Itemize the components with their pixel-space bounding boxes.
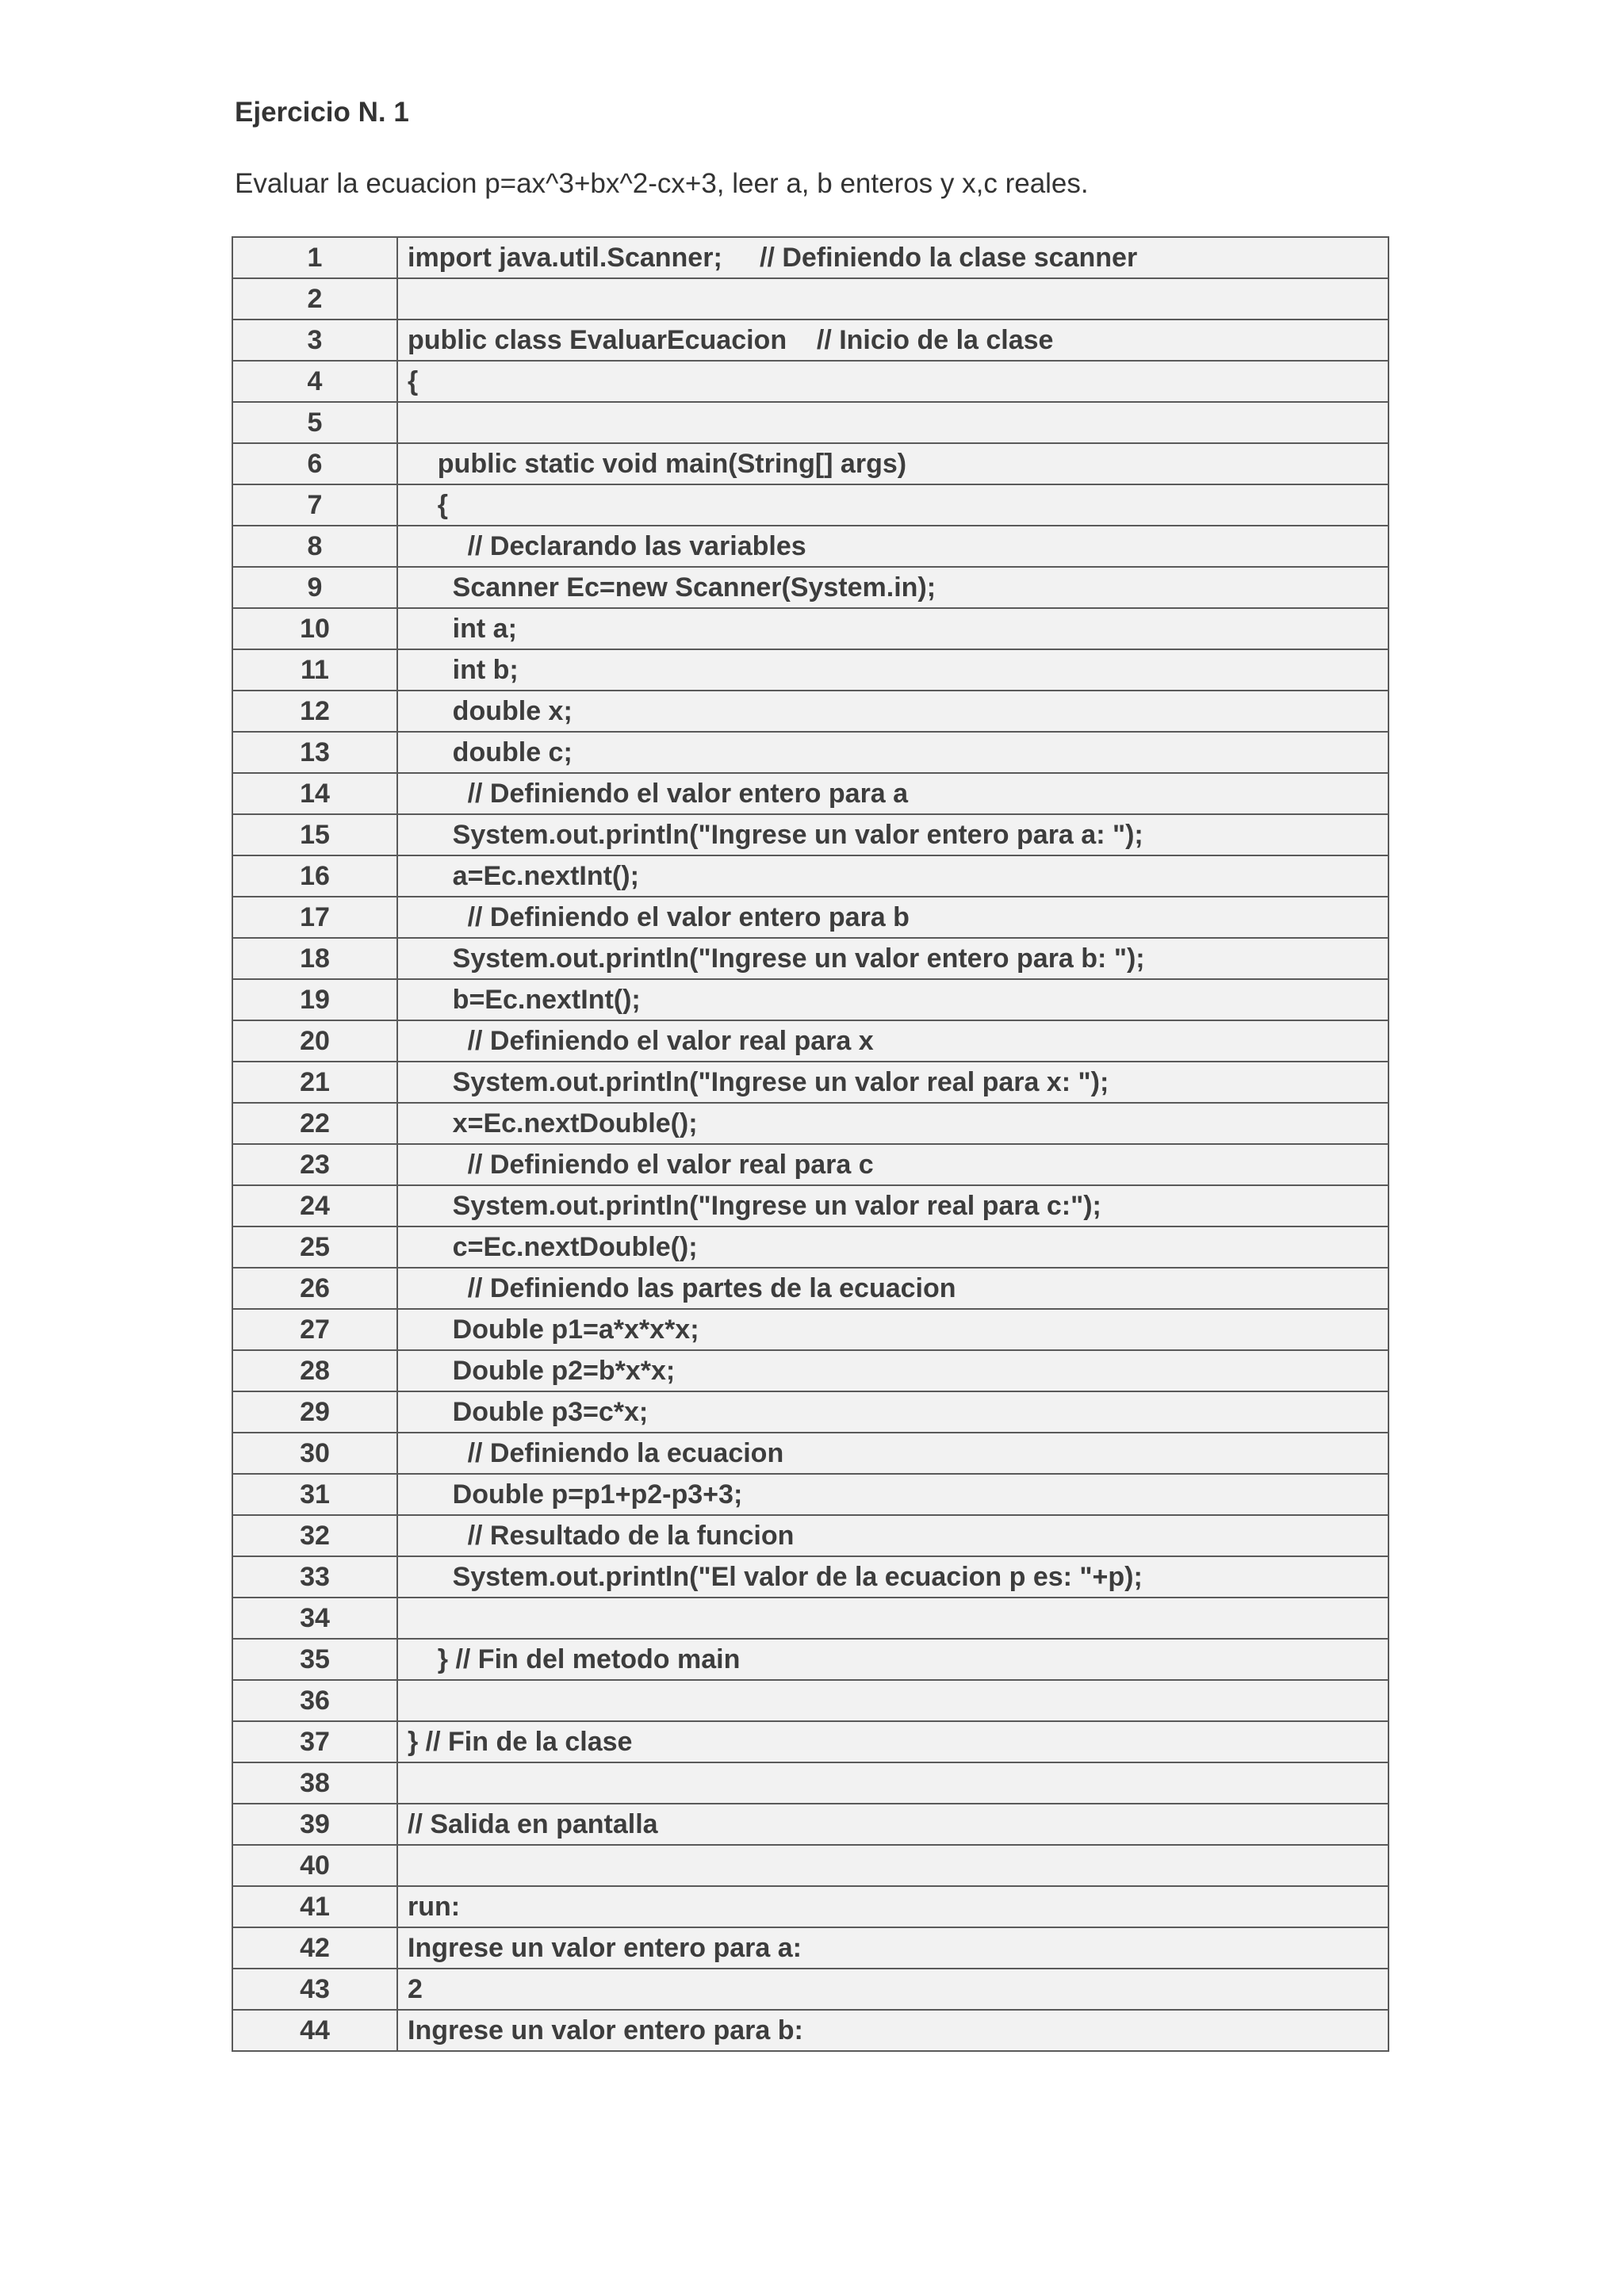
code-text: { — [397, 361, 1388, 402]
code-text: double c; — [397, 732, 1388, 773]
code-text: double x; — [397, 691, 1388, 732]
line-number: 14 — [232, 773, 397, 814]
code-line-row — [232, 1268, 1388, 1309]
code-line-row — [232, 1185, 1388, 1226]
code-line-row — [232, 649, 1388, 691]
code-listing-table — [232, 236, 1389, 2052]
code-line-row — [232, 1474, 1388, 1515]
line-number: 6 — [232, 443, 397, 484]
code-line-row — [232, 691, 1388, 732]
code-text: Double p=p1+p2-p3+3; — [397, 1474, 1388, 1515]
code-line-row — [232, 1391, 1388, 1433]
code-line-row — [232, 938, 1388, 979]
code-text: Ingrese un valor entero para b: — [397, 2010, 1388, 2051]
line-number: 19 — [232, 979, 397, 1020]
exercise-title: Ejercicio N. 1 — [235, 97, 409, 128]
code-line-row — [232, 567, 1388, 608]
code-text: System.out.println("Ingrese un valor entero para b: "); — [397, 938, 1388, 979]
code-text — [397, 1680, 1388, 1721]
code-line-row — [232, 361, 1388, 402]
line-number: 11 — [232, 649, 397, 691]
code-text: public class EvaluarEcuacion // Inicio de la clase — [397, 320, 1388, 361]
line-number: 16 — [232, 855, 397, 897]
code-text: Double p1=a*x*x*x; — [397, 1309, 1388, 1350]
code-line-row — [232, 732, 1388, 773]
code-text: Double p3=c*x; — [397, 1391, 1388, 1433]
code-text: import java.util.Scanner; // Definiendo la clase scanner — [397, 237, 1388, 278]
code-line-row — [232, 1886, 1388, 1927]
code-text — [397, 1598, 1388, 1639]
code-text: run: — [397, 1886, 1388, 1927]
code-text — [397, 402, 1388, 443]
line-number: 41 — [232, 1886, 397, 1927]
code-text: // Resultado de la funcion — [397, 1515, 1388, 1556]
code-line-row — [232, 1680, 1388, 1721]
code-line-row — [232, 1969, 1388, 2010]
code-text — [397, 1845, 1388, 1886]
code-text: System.out.println("Ingrese un valor real para c:"); — [397, 1185, 1388, 1226]
code-line-row — [232, 402, 1388, 443]
code-text: System.out.println("El valor de la ecuacion p es: "+p); — [397, 1556, 1388, 1598]
line-number: 30 — [232, 1433, 397, 1474]
line-number: 20 — [232, 1020, 397, 1062]
line-number: 1 — [232, 237, 397, 278]
code-line-row — [232, 1927, 1388, 1969]
code-line-row — [232, 1226, 1388, 1268]
line-number: 2 — [232, 278, 397, 320]
code-text: Scanner Ec=new Scanner(System.in); — [397, 567, 1388, 608]
code-text — [397, 1762, 1388, 1804]
code-line-row — [232, 1062, 1388, 1103]
line-number: 17 — [232, 897, 397, 938]
code-text: public static void main(String[] args) — [397, 443, 1388, 484]
line-number: 42 — [232, 1927, 397, 1969]
code-line-row — [232, 237, 1388, 278]
code-text: } // Fin del metodo main — [397, 1639, 1388, 1680]
exercise-statement: Evaluar la ecuacion p=ax^3+bx^2-cx+3, leer a, b enteros y x,c reales. — [235, 168, 1089, 199]
code-text: // Definiendo las partes de la ecuacion — [397, 1268, 1388, 1309]
code-text: // Salida en pantalla — [397, 1804, 1388, 1845]
line-number: 9 — [232, 567, 397, 608]
code-line-row — [232, 1639, 1388, 1680]
line-number: 28 — [232, 1350, 397, 1391]
code-line-row — [232, 484, 1388, 526]
line-number: 35 — [232, 1639, 397, 1680]
line-number: 29 — [232, 1391, 397, 1433]
line-number: 33 — [232, 1556, 397, 1598]
code-line-row — [232, 1804, 1388, 1845]
code-line-row — [232, 608, 1388, 649]
code-line-row — [232, 526, 1388, 567]
code-line-row — [232, 1020, 1388, 1062]
line-number: 21 — [232, 1062, 397, 1103]
code-text: a=Ec.nextInt(); — [397, 855, 1388, 897]
code-text: // Definiendo el valor entero para a — [397, 773, 1388, 814]
code-line-row — [232, 320, 1388, 361]
code-line-row — [232, 979, 1388, 1020]
code-text: System.out.println("Ingrese un valor real para x: "); — [397, 1062, 1388, 1103]
code-text: } // Fin de la clase — [397, 1721, 1388, 1762]
code-text: b=Ec.nextInt(); — [397, 979, 1388, 1020]
code-line-row — [232, 1103, 1388, 1144]
code-text: // Definiendo la ecuacion — [397, 1433, 1388, 1474]
line-number: 38 — [232, 1762, 397, 1804]
line-number: 32 — [232, 1515, 397, 1556]
code-text: x=Ec.nextDouble(); — [397, 1103, 1388, 1144]
line-number: 26 — [232, 1268, 397, 1309]
line-number: 31 — [232, 1474, 397, 1515]
code-line-row — [232, 1556, 1388, 1598]
code-text: // Definiendo el valor real para x — [397, 1020, 1388, 1062]
code-line-row — [232, 855, 1388, 897]
code-text: // Definiendo el valor real para c — [397, 1144, 1388, 1185]
code-line-row — [232, 1845, 1388, 1886]
code-text: int b; — [397, 649, 1388, 691]
line-number: 3 — [232, 320, 397, 361]
code-line-row — [232, 773, 1388, 814]
code-text: { — [397, 484, 1388, 526]
line-number: 44 — [232, 2010, 397, 2051]
line-number: 5 — [232, 402, 397, 443]
code-line-row — [232, 443, 1388, 484]
code-text: Double p2=b*x*x; — [397, 1350, 1388, 1391]
line-number: 24 — [232, 1185, 397, 1226]
line-number: 13 — [232, 732, 397, 773]
code-text: Ingrese un valor entero para a: — [397, 1927, 1388, 1969]
line-number: 12 — [232, 691, 397, 732]
code-line-row — [232, 278, 1388, 320]
code-listing-body — [232, 237, 1388, 2051]
line-number: 37 — [232, 1721, 397, 1762]
code-line-row — [232, 814, 1388, 855]
line-number: 34 — [232, 1598, 397, 1639]
code-line-row — [232, 1433, 1388, 1474]
code-line-row — [232, 1144, 1388, 1185]
line-number: 40 — [232, 1845, 397, 1886]
line-number: 23 — [232, 1144, 397, 1185]
line-number: 39 — [232, 1804, 397, 1845]
code-line-row — [232, 2010, 1388, 2051]
code-text: // Definiendo el valor entero para b — [397, 897, 1388, 938]
line-number: 27 — [232, 1309, 397, 1350]
line-number: 15 — [232, 814, 397, 855]
code-text: 2 — [397, 1969, 1388, 2010]
line-number: 4 — [232, 361, 397, 402]
code-line-row — [232, 1721, 1388, 1762]
code-text: int a; — [397, 608, 1388, 649]
code-text: c=Ec.nextDouble(); — [397, 1226, 1388, 1268]
code-text: // Declarando las variables — [397, 526, 1388, 567]
code-line-row — [232, 1598, 1388, 1639]
code-line-row — [232, 1309, 1388, 1350]
line-number: 7 — [232, 484, 397, 526]
line-number: 22 — [232, 1103, 397, 1144]
code-line-row — [232, 1515, 1388, 1556]
line-number: 36 — [232, 1680, 397, 1721]
line-number: 10 — [232, 608, 397, 649]
code-text: System.out.println("Ingrese un valor entero para a: "); — [397, 814, 1388, 855]
code-line-row — [232, 1762, 1388, 1804]
code-text — [397, 278, 1388, 320]
line-number: 25 — [232, 1226, 397, 1268]
line-number: 18 — [232, 938, 397, 979]
line-number: 43 — [232, 1969, 397, 2010]
code-line-row — [232, 897, 1388, 938]
code-line-row — [232, 1350, 1388, 1391]
line-number: 8 — [232, 526, 397, 567]
